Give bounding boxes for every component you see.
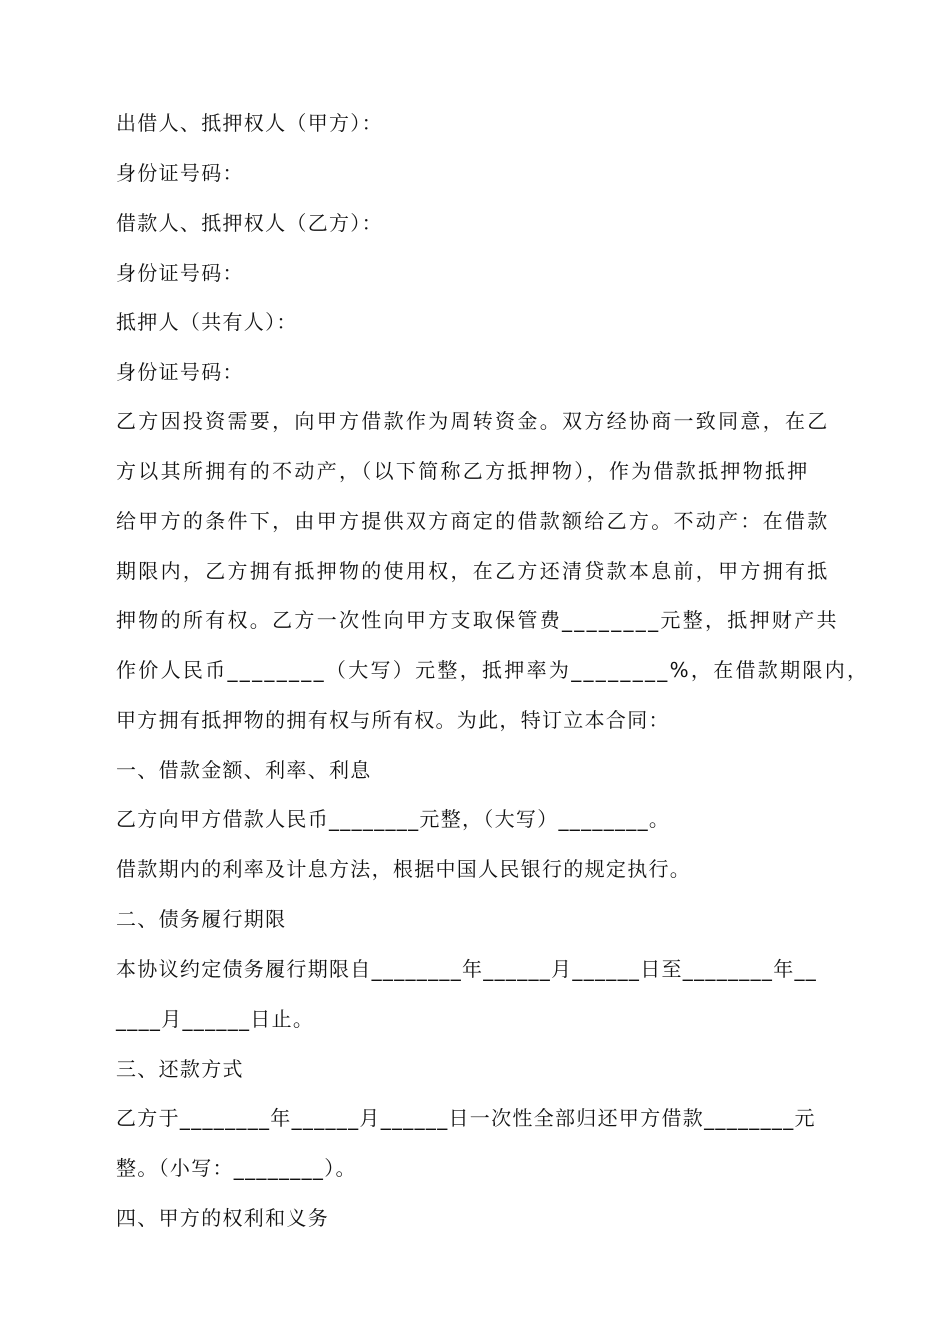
lender-id-line: 身份证号码： bbox=[116, 161, 244, 185]
section-line: 本协议约定债务履行期限自________年______月______日至________年__ bbox=[116, 957, 818, 981]
section-line: ____月______日止。 bbox=[116, 1007, 315, 1031]
section-heading: 二、债务履行期限 bbox=[116, 907, 287, 931]
mortgagor-line: 抵押人（共有人）： bbox=[116, 310, 298, 334]
intro-line: 甲方拥有抵押物的拥有权与所有权。为此，特订立本合同： bbox=[116, 708, 670, 732]
borrower-id-line: 身份证号码： bbox=[116, 261, 244, 285]
lender-line: 出借人、抵押权人（甲方）： bbox=[116, 111, 383, 135]
section-line: 乙方向甲方借款人民币________元整，（大写）________。 bbox=[116, 807, 671, 831]
section-heading: 三、还款方式 bbox=[116, 1057, 244, 1081]
section-line: 乙方于________年______月______日一次性全部归还甲方借款________元 bbox=[116, 1106, 816, 1130]
borrower-line: 借款人、抵押权人（乙方）： bbox=[116, 211, 383, 235]
section-line: 借款期内的利率及计息方法，根据中国人民银行的规定执行。 bbox=[116, 857, 692, 881]
intro-line: 期限内，乙方拥有抵押物的使用权，在乙方还清贷款本息前，甲方拥有抵 bbox=[116, 559, 830, 583]
section-heading: 四、甲方的权利和义务 bbox=[116, 1206, 329, 1230]
section-heading: 一、借款金额、利率、利息 bbox=[116, 758, 372, 782]
intro-line: 给甲方的条件下，由甲方提供双方商定的借款额给乙方。不动产：在借款 bbox=[116, 509, 830, 533]
intro-line: 押物的所有权。乙方一次性向甲方支取保管费________元整，抵押财产共 bbox=[116, 608, 839, 632]
intro-line: 方以其所拥有的不动产，（以下简称乙方抵押物），作为借款抵押物抵押 bbox=[116, 459, 810, 483]
intro-line: 乙方因投资需要，向甲方借款作为周转资金。双方经协商一致同意，在乙 bbox=[116, 409, 830, 433]
mortgagor-id-line: 身份证号码： bbox=[116, 360, 244, 384]
section-line: 整。（小写：________）。 bbox=[116, 1156, 357, 1180]
intro-line: 作价人民币________（大写）元整，抵押率为________%，在借款期限内， bbox=[116, 658, 870, 682]
